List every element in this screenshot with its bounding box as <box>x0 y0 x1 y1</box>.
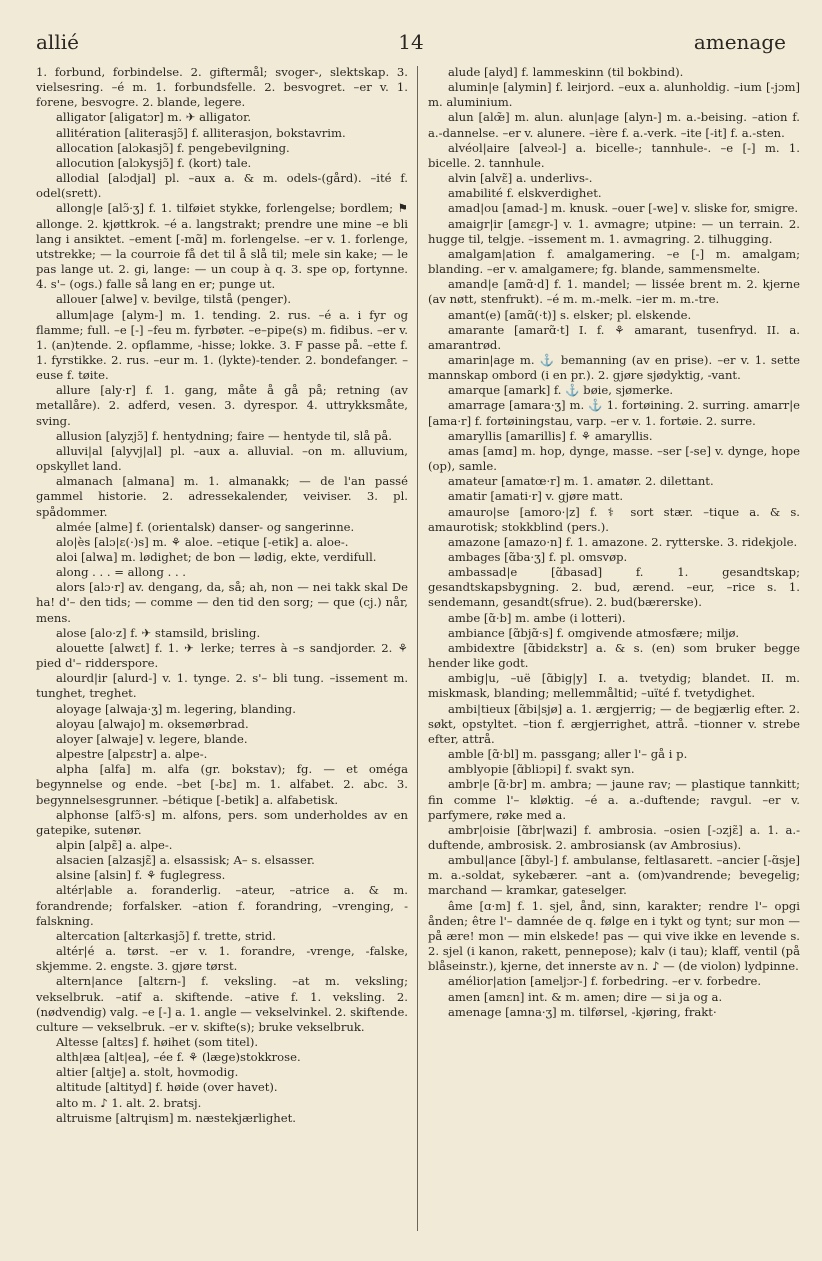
dictionary-entry: alo|ès [alɔ|ɛ(·)s] m. ⚘ aloe. –etique [-etik] a. aloe-. <box>56 534 349 549</box>
dictionary-entry: alligator [aligatɔr] m. ✈ alligator. <box>56 110 252 125</box>
dictionary-entry: amabilité f. elskverdighet. <box>448 186 602 201</box>
header-right-guideword: amenage <box>693 30 786 54</box>
dictionary-entry: amaigr|ir [amɛgr-] v. 1. avmagre; utpine: — un terrain. 2. hugge til, telgje. –issement m. 1. avmagring. 2. tilhugging. <box>428 216 800 246</box>
dictionary-entry: alluvi|al [alyvj|al] pl. –aux a. alluvial. –on m. alluvium, opskyllet land. <box>36 443 408 474</box>
dictionary-entry: alth|æa [alt|ea], –ée f. ⚘ (læge)stokkrose. <box>56 1050 301 1065</box>
dictionary-entry: allocation [alɔkasjɔ̃] f. pengebevilgning. <box>56 140 290 155</box>
dictionary-entry: amand|e [amɑ̃·d] f. 1. mandel; — lissée brent m. 2. kjerne (av nøtt, stenfrukt). –é m. m.-melk. –ier m. m.-tre. <box>428 277 800 307</box>
dictionary-entry: ambig|u, –uë [ɑ̃big|y] I. a. tvetydig; blandet. II. m. miskmask, blanding; mellemmåltid; –uïté f. tvetydighet. <box>428 671 800 701</box>
dictionary-entry: allusion [alyzjɔ̃] f. hentydning; faire — hentyde til, slå på. <box>56 428 392 443</box>
dictionary-entry: allure [aly·r] f. 1. gang, måte å gå på; retning (av metallåre). 2. adferd, vesen. 3. dyrespor. 4. uttrykksmåte, sving. <box>36 383 408 428</box>
dictionary-entry: alphonse [alfɔ̃·s] m. alfons, pers. som underholdes av en gatepike, sutenør. <box>36 807 408 837</box>
dictionary-entry: altitude [altityd] f. høide (over havet). <box>56 1080 278 1095</box>
dictionary-entry: aloyau [alwajo] m. oksemørbrad. <box>56 716 249 731</box>
dictionary-entry: alude [alyd] f. lammeskinn (til bokbind). <box>448 65 684 79</box>
dictionary-entry: alvin [alvɛ̃] a. underlivs-. <box>448 171 593 186</box>
dictionary-entry: altér|able a. foranderlig. –ateur, –atrice a. & m. forandrende; forfalsker. –ation f. forandring, –vrenging, -falskning. <box>36 883 408 928</box>
dictionary-entry: amatir [amati·r] v. gjøre matt. <box>448 489 624 504</box>
dictionary-entry: altruisme [altrɥism] m. næstekjærlighet. <box>56 1110 296 1125</box>
left-column <box>36 65 408 1126</box>
dictionary-entry: alpin [alpɛ̃] a. alpe-. <box>56 837 173 852</box>
dictionary-entry: alpestre [alpɛstr] a. alpe-. <box>56 747 208 762</box>
dictionary-entry: amélior|ation [ameljɔr-] f. forbedring. –er v. forbedre. <box>448 974 762 989</box>
dictionary-entry: almanach [almana] m. 1. almanakk; — de l'an passé gammel historie. 2. adressekalender, veiviser. 3. pl. spådommer. <box>36 474 408 519</box>
header-left-guideword: allié <box>36 30 79 54</box>
page-number: 14 <box>398 30 424 54</box>
dictionary-entry: ambr|oisie [ɑ̃br|wazi] f. ambrosia. –osien [-ɔzjɛ̃] a. 1. a.-duftende, ambrosisk. 2. ambrosiansk (av Ambrosius). <box>428 822 800 852</box>
dictionary-entry: allum|age [alym-] m. 1. tending. 2. rus. –é a. i fyr og flamme; full. –e [-] –feu m. fyrbøter. –e–pipe(s) m. fidibus. –er v. 1. (an)tende. 2. opflamme, -hisse; lokke. 3. F passe på. –ette f. 1. fyrstikke. 2. rus. –eur m. 1. (lykte)-tender. 2. bondefanger. –euse f. tøite. <box>36 307 408 383</box>
column-divider <box>417 66 418 1231</box>
dictionary-entry: amad|ou [amad-] m. knusk. –ouer [-we] v. sliske for, smigre. <box>448 201 799 216</box>
dictionary-entry: ambassad|e [ɑ̃basad] f. 1. gesandtskap; gesandtskapsbygning. 2. bud, ærend. –eur, –rice s. 1. sendemann, gesandt(sfrue). 2. bud(bærerske). <box>428 565 800 610</box>
dictionary-entry: amarante [amarɑ̃·t] I. f. ⚘ amarant, tusenfryd. II. a. amarantrød. <box>428 322 800 352</box>
dictionary-entry: alvéol|aire [alveɔl-] a. bicelle-; tannhule-. –e [-] m. 1. bicelle. 2. tannhule. <box>428 140 800 170</box>
dictionary-entry: alto m. ♪ 1. alt. 2. bratsj. <box>56 1095 202 1110</box>
dictionary-entry: altercation [altɛrkasjɔ̃] f. trette, strid. <box>56 928 276 943</box>
dictionary-entry: aloi [alwa] m. lødighet; de bon — lødig, ekte, verdifull. <box>56 550 377 564</box>
dictionary-entry: amas [amɑ] m. hop, dynge, masse. –ser [-se] v. dynge, hope (op), samle. <box>428 443 800 474</box>
dictionary-entry: ambidextre [ɑ̃bidɛkstr] a. & s. (en) som bruker begge hender like godt. <box>428 640 800 671</box>
dictionary-entry: ambiance [ɑ̃bjɑ̃·s] f. omgivende atmosfære; miljø. <box>448 625 740 640</box>
dictionary-entry: alsacien [alzasjɛ̃] a. elsassisk; A– s. elsasser. <box>56 853 315 868</box>
dictionary-entry: alouette [alwɛt] f. 1. ✈ lerke; terres à –s sandjorder. 2. ⚘ pied d'– riddersporе. <box>36 640 408 671</box>
dictionary-entry: amaryllis [amarillis] f. ⚘ amaryllis. <box>448 428 653 443</box>
dictionary-entry: alsine [alsin] f. ⚘ fuglegress. <box>56 868 226 883</box>
dictionary-entry: aloyer [alwaje] v. legere, blande. <box>56 731 248 746</box>
dictionary-entry: ambages [ɑ̃ba·ʒ] f. pl. omsvøp. <box>448 550 628 564</box>
dictionary-entry: alose [alo·z] f. ✈ stamsild, brisling. <box>56 625 261 640</box>
continued-entry: 1. forbund, forbindelse. 2. giftermål; svoger-, slektskap. 3. vielsesring. –é m. 1. forbundsfelle. 2. besvogret. –er v. 1. forene, besvogre. 2. blande, legere. <box>36 65 408 110</box>
right-column <box>428 65 800 1020</box>
dictionary-entry: allouer [alwe] v. bevilge, tilstå (penger). <box>56 292 292 307</box>
dictionary-entry: amalgam|ation f. amalgamering. –e [-] m. amalgam; blanding. –er v. amalgamere; fg. blande, sammensmelte. <box>428 246 800 277</box>
dictionary-entry: amazone [amazo·n] f. 1. amazone. 2. rytterske. 3. ridekjole. <box>448 534 798 549</box>
dictionary-entry: alors [alɔ·r] av. dengang, da, så; ah, non — nei takk skal De ha! d'– den tids; — comme — den tid den sorg; — que (cj.) når, mens. <box>36 580 408 625</box>
dictionary-entry: amarque [amark] f. ⚓ bøie, sjømerke. <box>448 383 674 398</box>
dictionary-entry: alpha [alfa] m. alfa (gr. bokstav); fg. — et oméga begynnelse og ende. –bet [-bɛ] m. 1. alfabet. 2. abc. 3. begynnelsesgrunner. –bétique [-betik] a. alfabetisk. <box>36 762 408 807</box>
page-header <box>36 30 786 60</box>
dictionary-entry: amblyopie [ɑ̃bliɔpi] f. svakt syn. <box>448 762 635 777</box>
dictionary-entry: amble [ɑ̃·bl] m. passgang; aller l'– gå i p. <box>448 747 688 762</box>
dictionary-entry: ambe [ɑ̃·b] m. ambe (i lotteri). <box>448 610 626 625</box>
dictionary-entry: amarin|age m. ⚓ bemanning (av en prise). –er v. 1. sette mannskap ombord (i en pr.). 2. gjøre sjødyktig, -vant. <box>428 352 800 383</box>
dictionary-entry: altern|ance [altɛrn-] f. veksling. –at m. veksling; vekselbruk. –atif a. skiftende. –ative f. 1. veksling. 2. (nødvendig) valg. –e [-] a. 1. angle — vekselvinkel. 2. skiftende. culture — vekselbruk. –er v. skifte(s); bruke vekselbruk. <box>36 974 408 1034</box>
dictionary-entry: alourd|ir [alurd-] v. 1. tynge. 2. s'– bli tung. –issement m. tunghet, treghet. <box>36 671 408 701</box>
dictionary-entry: ambi|tieux [ɑ̃bi|sjø] a. 1. ærgjerrig; — de begjærlig efter. 2. søkt, opstyltet. –tion f. ærgjerrighet, attrå. –tionner v. strebe efter, attrå. <box>428 701 800 746</box>
dictionary-entry: âme [ɑ·m] f. 1. sjel, ånd, sinn, karakter; rendre l'– opgi ånden; être l'– damnée de q. følge en i tykt og tynt; sur mon — på ære! mon — min elskede! pas — qui vive ikke en levende s. 2. sjel (i kanon, rakett, pennepose); kalv (i tau); klaff, ventil (på blåseinstr.), kjerne, det innerste av n. ♪ — (de violon) lydpinne. <box>428 898 800 974</box>
dictionary-entry: amateur [amatœ·r] m. 1. amatør. 2. dilettant. <box>448 474 714 489</box>
dictionary-entry: altér|é a. tørst. –er v. 1. forandre, -vrenge, -falske, skjemme. 2. engste. 3. gjøre tørst. <box>36 944 408 974</box>
dictionary-entry: amenage [amna·ʒ] m. tilførsel, -kjøring, frakt· <box>448 1004 717 1019</box>
dictionary-entry: aloyage [alwaja·ʒ] m. legering, blanding. <box>56 701 296 716</box>
dictionary-entry: amant(e) [amɑ̃(·t)] s. elsker; pl. elskende. <box>448 307 692 322</box>
dictionary-entry: allong|e [alɔ̃·ʒ] f. 1. tilføiet stykke, forlengelse; bordlem; ⚑ allonge. 2. kjøttkrok. –é a. langstrakt; prendre une mine –e bli lang i ansiktet. –ement [-mɑ̃] m. forlengelse. –er v. 1. forlenge, utstrekke; — la courroie få det til å slå til; mele sin kake; — le pas lange ut. 2. gi, lange: — un coup à q. 3. spe op, fortynne. 4. s'– (ogs.) falle så lang en er; punge ut. <box>36 201 408 292</box>
dictionary-entry: altier [altje] a. stolt, hovmodig. <box>56 1065 239 1080</box>
dictionary-entry: allocution [alɔkysjɔ̃] f. (kort) tale. <box>56 155 252 170</box>
dictionary-entry: amarrage [amara·ʒ] m. ⚓ 1. fortøining. 2. surring. amarr|e [ama·r] f. fortøiningstau, varp. –er v. 1. fortøie. 2. surre. <box>428 398 800 428</box>
dictionary-entry: alumin|e [alymin] f. leirjord. –eux a. alunholdig. –ium [-jɔm] m. aluminium. <box>428 80 800 110</box>
dictionary-entry: almée [alme] f. (orientalsk) danser- og sangerinne. <box>56 519 355 534</box>
dictionary-entry: ambr|e [ɑ̃·br] m. ambra; — jaune rav; — plastique tannkitt; fin comme l'– kløktig. –é a. a.-duftende; ravgul. –er v. parfymere, røke med a. <box>428 777 800 822</box>
dictionary-entry: alun [alœ̃] m. alun. alun|age [alyn-] m. a.-beising. –ation f. a.-dannelse. –er v. alunere. –ière f. a.-verk. –ite [-it] f. a.-sten. <box>428 110 800 140</box>
dictionary-entry: Altesse [altɛs] f. høihet (som titel). <box>56 1035 259 1049</box>
dictionary-entry: amen [amɛn] int. & m. amen; dire — si ja og a. <box>448 989 723 1004</box>
dictionary-entry: ambul|ance [ɑ̃byl-] f. ambulanse, feltlasarett. –ancier [-ɑ̃sje] m. a.-soldat, sykebærer. –ant a. (om)vandrende; bevegelig; marchand — kramkar, gateselger. <box>428 853 800 898</box>
dictionary-entry: allodial [alɔdjal] pl. –aux a. & m. odels-(gård). –ité f. odel(srett). <box>36 171 408 201</box>
dictionary-entry: along . . . = allong . . . <box>56 565 186 580</box>
dictionary-entry: allitération [aliterasjɔ̃] f. alliterasjon, bokstavrim. <box>56 125 346 140</box>
dictionary-entry: amauro|se [amoro·|z] f. ⚕ sort stær. –tique a. & s. amaurotisk; stokkblind (pers.). <box>428 504 800 534</box>
